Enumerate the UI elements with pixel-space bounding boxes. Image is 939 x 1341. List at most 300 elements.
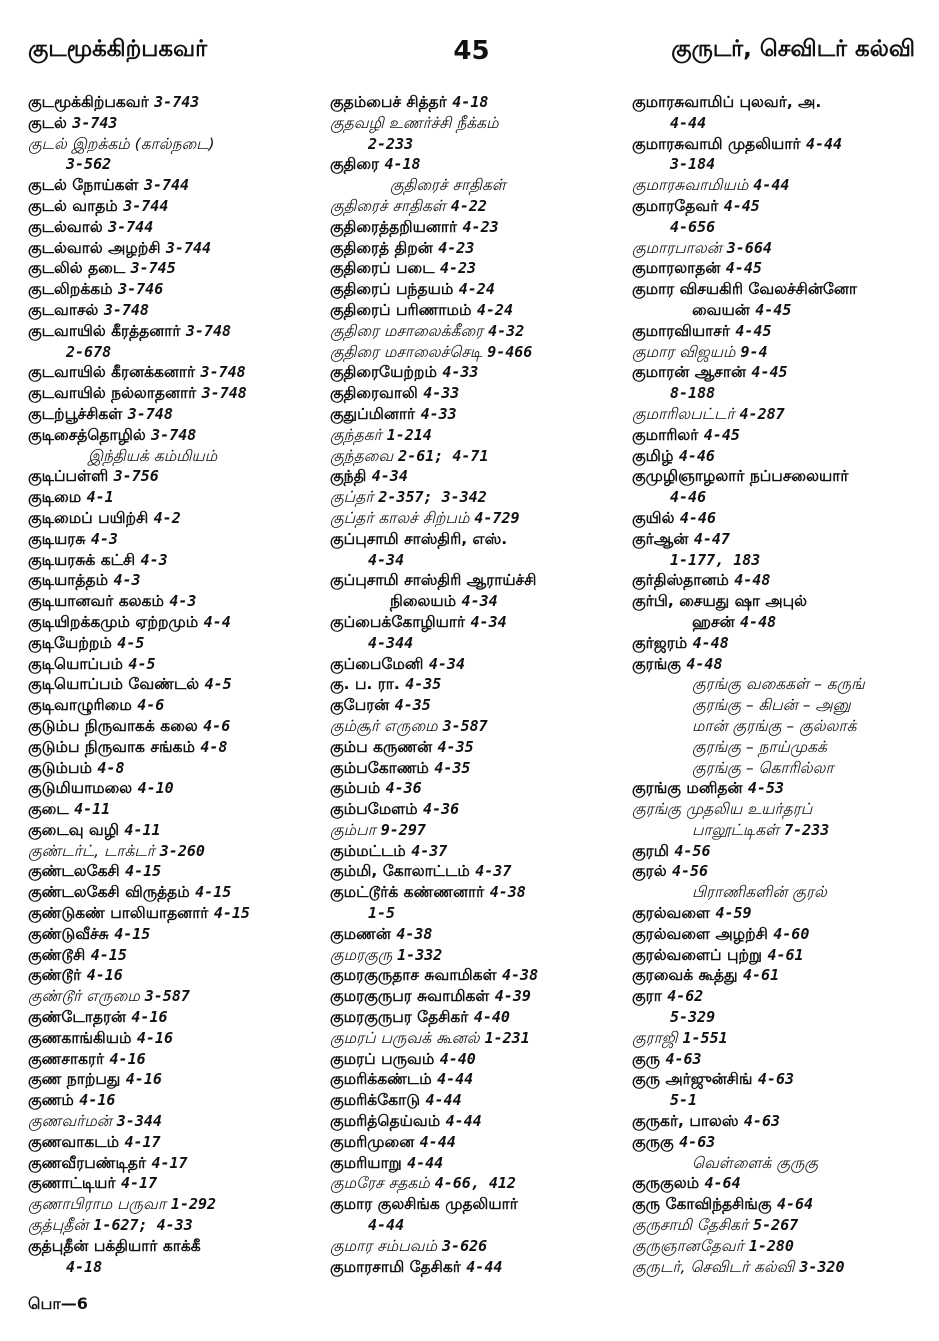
index-entry: [28, 196, 328, 217]
index-entry: [632, 1257, 922, 1278]
index-term: குமாரிலபட்டர்: [632, 404, 735, 423]
index-term: நிலையம்: [390, 592, 457, 611]
index-entry: [330, 570, 630, 591]
index-term: குடுமியாமலை: [28, 779, 133, 798]
index-term: குடும்ப நிருவாகக் கலை: [28, 716, 198, 735]
index-entry: [28, 591, 328, 612]
index-entry: [28, 903, 328, 924]
volume-page-ref: 4-56: [671, 862, 709, 881]
volume-page-ref: 4-46: [670, 488, 707, 507]
volume-page-ref: 4-33: [423, 384, 460, 403]
index-term: குதம்பைச் சித்தர்: [330, 93, 447, 111]
index-entry: [632, 383, 922, 404]
volume-page-ref: 4-62: [667, 987, 704, 1006]
index-entry: [330, 591, 630, 612]
volume-page-ref: 4-35: [394, 696, 431, 715]
index-term: குரு கோவிந்தசிங்கு: [632, 1195, 772, 1214]
index-entry: [330, 383, 630, 404]
index-entry: [632, 425, 922, 446]
volume-page-ref: 4-44: [753, 176, 790, 195]
index-term: குமாரசாமி தேசிகர்: [330, 1257, 461, 1276]
index-entry: [28, 113, 328, 134]
index-entry: [632, 965, 922, 986]
volume-page-ref: 4-344: [368, 633, 414, 652]
index-term: குர்ஜரம்: [632, 633, 688, 652]
index-entry: [28, 342, 328, 363]
index-entry: [330, 238, 630, 259]
index-term: குடியரசுக் கட்சி: [28, 550, 136, 569]
volume-page-ref: 4-35: [405, 675, 442, 694]
index-entry: [330, 799, 630, 820]
index-term: குடியிறக்கமும் ஏற்றமும்: [28, 612, 199, 631]
index-term: குடலில் தடை: [28, 259, 126, 278]
volume-page-ref: 4-48: [740, 612, 777, 631]
index-term: குருகுலம்: [632, 1174, 700, 1193]
index-term: குதிரைச் சாதிகள்: [330, 196, 446, 215]
volume-page-ref: 4-3: [90, 529, 118, 548]
volume-page-ref: 4-40: [439, 1049, 476, 1068]
volume-page-ref: 2-233: [368, 134, 414, 153]
index-entry: [632, 154, 922, 175]
index-entry: [632, 861, 922, 882]
index-entry: [28, 529, 328, 550]
index-entry: [330, 92, 630, 113]
index-entry: [632, 1194, 922, 1215]
index-entry: [632, 737, 922, 758]
volume-page-ref: 4-44: [805, 134, 843, 153]
index-term: குடும்ப நிருவாக சங்கம்: [28, 737, 195, 756]
volume-page-ref: 4-5: [128, 654, 156, 673]
index-term: ஹசன்: [692, 612, 735, 631]
index-term: குரமி: [632, 841, 669, 860]
index-entry: [330, 758, 630, 779]
index-entry: [330, 404, 630, 425]
index-entry: [330, 1007, 630, 1028]
index-entry: [28, 466, 328, 487]
index-entry: [632, 92, 922, 113]
index-entry: [632, 279, 922, 300]
index-entry: [28, 861, 328, 882]
volume-page-ref: 4-17: [124, 1132, 161, 1151]
index-term: குமார விசயகிரி வேலச்சின்னோ: [632, 280, 858, 299]
volume-page-ref: 4-34: [470, 612, 507, 631]
volume-page-ref: 4-44: [407, 1153, 444, 1172]
index-term: குணம்: [28, 1091, 74, 1110]
volume-page-ref: 4-44: [419, 1132, 456, 1151]
index-term: குர்ஆன்: [632, 529, 689, 548]
volume-page-ref: 1-214: [386, 425, 432, 444]
volume-page-ref: 1-177, 183: [670, 550, 761, 569]
volume-page-ref: 3-744: [143, 176, 190, 195]
index-entry: [632, 1111, 922, 1132]
index-term: குரு: [632, 1049, 661, 1068]
index-term: குப்புசாமி சாஸ்திரி ஆராய்ச்சி: [330, 571, 537, 590]
index-term: குடவாசல்: [28, 300, 99, 319]
index-entry: [330, 1069, 630, 1090]
volume-page-ref: 4-44: [670, 113, 707, 132]
index-term: குமரகுரு: [330, 945, 393, 964]
index-entry: [28, 986, 328, 1007]
volume-page-ref: 4-48: [686, 654, 723, 673]
index-term: குமரிக்கோடு: [330, 1091, 421, 1110]
volume-page-ref: 4-59: [715, 904, 752, 923]
index-entry: [632, 466, 922, 487]
volume-page-ref: 5-267: [753, 1216, 799, 1235]
volume-page-ref: 1-292: [170, 1195, 217, 1214]
running-head-left: குடமூக்கிற்பகவர்: [28, 36, 208, 62]
index-term: குமரப் பருவக் கூனல்: [330, 1028, 480, 1047]
index-term: குரல்: [632, 862, 667, 881]
index-entry: [632, 487, 922, 508]
index-entry: [28, 695, 328, 716]
index-entry: [632, 841, 922, 862]
index-term: குதிரைப் படை: [330, 259, 435, 278]
volume-page-ref: 4-45: [725, 259, 762, 278]
volume-page-ref: 4-34: [371, 467, 408, 486]
index-entry: [28, 612, 328, 633]
volume-page-ref: 4-48: [692, 633, 729, 652]
index-term: குரல்வளைப் புற்று: [632, 945, 763, 964]
volume-page-ref: 3-743: [154, 93, 200, 111]
index-term: குதவழி உணர்ச்சி நீக்கம்: [330, 113, 499, 132]
index-entry: [28, 446, 328, 467]
index-entry: [28, 425, 328, 446]
index-entry: [28, 716, 328, 737]
index-term: குடமூக்கிற்பகவர்: [28, 93, 149, 111]
volume-page-ref: 4-33: [420, 404, 457, 423]
index-entry: [28, 508, 328, 529]
signature-mark: பொ—6: [28, 1294, 88, 1313]
index-entry: [330, 924, 630, 945]
index-term: குடியொப்பம் வேண்டல்: [28, 675, 200, 694]
index-entry: [632, 591, 922, 612]
index-term: குடைவு வழி: [28, 820, 120, 839]
volume-page-ref: 4-37: [411, 841, 448, 860]
index-entry: [330, 654, 630, 675]
volume-page-ref: 4-15: [195, 883, 232, 902]
index-term: குணசாகரர்: [28, 1049, 105, 1068]
index-term: குமிழ்: [632, 446, 674, 465]
volume-page-ref: 4-33: [442, 363, 479, 382]
index-term: குமாரபாலன்: [632, 238, 722, 257]
index-term: குரா: [632, 987, 662, 1006]
volume-page-ref: 2-678: [66, 342, 112, 361]
index-term: குப்தர் காலச் சிற்பம்: [330, 508, 470, 527]
index-entry: [330, 633, 630, 654]
index-entry: [28, 945, 328, 966]
index-entry: [330, 466, 630, 487]
index-entry: [28, 383, 328, 404]
index-term: குணவாகடம்: [28, 1132, 120, 1151]
index-entry: [632, 1132, 922, 1153]
index-entry: [632, 820, 922, 841]
index-entry: [330, 674, 630, 695]
volume-page-ref: 1-231: [484, 1028, 530, 1047]
index-entry: [330, 841, 630, 862]
index-term: குப்பைமேனி: [330, 654, 424, 673]
index-entry: [28, 924, 328, 945]
volume-page-ref: 4-17: [151, 1153, 188, 1172]
index-entry: [632, 674, 922, 695]
index-term: குடிப்பள்ளி: [28, 467, 109, 486]
index-entry: [330, 1153, 630, 1174]
index-term: குமாரலாதன்: [632, 259, 721, 278]
volume-page-ref: 3-748: [185, 321, 232, 340]
index-term: குடியாத்தம்: [28, 571, 109, 590]
volume-page-ref: 4-729: [474, 508, 520, 527]
index-entry: [632, 945, 922, 966]
index-term: குரங்கு – கிபன் – அனு: [692, 696, 851, 715]
index-entry: [330, 279, 630, 300]
index-entry: [330, 1111, 630, 1132]
index-entry: [632, 321, 922, 342]
volume-page-ref: 3-748: [103, 300, 149, 319]
volume-page-ref: 4-46: [679, 508, 716, 527]
volume-page-ref: 4-1: [86, 488, 114, 507]
index-entry: [28, 1215, 328, 1236]
volume-page-ref: 4-15: [114, 924, 151, 943]
index-term: குடிசைத்தொழில்: [28, 425, 146, 444]
volume-page-ref: 1-627; 4-33: [93, 1216, 193, 1235]
index-term: கும்பமேளம்: [330, 800, 418, 819]
index-entry: [330, 508, 630, 529]
index-term: குண்டூர்: [28, 966, 82, 985]
volume-page-ref: 4-16: [79, 1091, 116, 1110]
volume-page-ref: 4-18: [452, 93, 489, 111]
volume-page-ref: 4-11: [124, 820, 161, 839]
volume-page-ref: 3-756: [113, 467, 159, 486]
volume-page-ref: 4-17: [120, 1174, 158, 1193]
volume-page-ref: 4-63: [665, 1049, 702, 1068]
volume-page-ref: 4-39: [494, 987, 531, 1006]
volume-page-ref: 3-746: [118, 280, 164, 299]
index-term: வெள்ளைக் குருகு: [692, 1153, 819, 1172]
volume-page-ref: 4-6: [137, 696, 165, 715]
index-entry: [28, 1173, 328, 1194]
index-term: குமரப் பருவம்: [330, 1049, 435, 1068]
index-term: குமாரசுவாமிப் புலவர், அ.: [632, 93, 822, 111]
index-term: குடல்வால்: [28, 217, 103, 236]
index-entry: [632, 362, 922, 383]
index-entry: [330, 134, 630, 155]
index-entry: [330, 425, 630, 446]
index-entry: [632, 1049, 922, 1070]
index-term: குண்டோதரன்: [28, 1008, 126, 1027]
volume-page-ref: 4-56: [674, 841, 711, 860]
index-term: குடிமைப் பயிற்சி: [28, 508, 149, 527]
index-term: குரங்கு – கொரில்லா: [692, 758, 834, 777]
index-term: குரங்கு வகைகள் – கருங்: [692, 675, 865, 694]
index-term: குந்தி: [330, 467, 367, 486]
index-entry: [330, 113, 630, 134]
index-entry: [28, 217, 328, 238]
volume-page-ref: 4-36: [385, 779, 422, 798]
index-term: குண்டர்ட், டாக்டர்: [28, 841, 155, 860]
index-term: குமரகுருதாச சுவாமிகள்: [330, 966, 497, 985]
volume-page-ref: 3-260: [159, 841, 205, 860]
index-term: குருஞானதேவர்: [632, 1236, 744, 1255]
index-entry: [632, 550, 922, 571]
index-entry: [28, 134, 328, 155]
volume-page-ref: 4-61: [743, 966, 780, 985]
volume-page-ref: 4-64: [704, 1174, 741, 1193]
volume-page-ref: 4-23: [438, 238, 475, 257]
index-entry: [632, 300, 922, 321]
volume-page-ref: 4-64: [776, 1195, 814, 1214]
volume-page-ref: 4-5: [204, 675, 232, 694]
volume-page-ref: 3-748: [151, 425, 197, 444]
index-term: குணாட்டியர்: [28, 1174, 116, 1193]
volume-page-ref: 3-587: [144, 987, 190, 1006]
index-entry: [28, 1194, 328, 1215]
index-term: குண்டுவீச்சு: [28, 924, 109, 943]
index-term: வையன்: [692, 300, 750, 319]
volume-page-ref: 4-34: [461, 592, 498, 611]
volume-page-ref: 4-45: [751, 363, 788, 382]
index-entry: [28, 965, 328, 986]
index-term: குரங்கு மனிதன்: [632, 779, 743, 798]
volume-page-ref: 4-45: [755, 300, 792, 319]
index-term: குதிரை மசாலைச்செடி: [330, 342, 483, 361]
volume-page-ref: 4-8: [200, 737, 228, 756]
index-term: கும்சூர் எருமை: [330, 716, 438, 735]
index-column-1: [28, 92, 328, 1277]
index-entry: [632, 258, 922, 279]
index-term: குர்திஸ்தானம்: [632, 571, 729, 590]
index-entry: [632, 217, 922, 238]
index-entry: [28, 1007, 328, 1028]
index-term: இந்தியக் கம்மியம்: [88, 446, 218, 465]
volume-page-ref: 4-10: [137, 779, 174, 798]
volume-page-ref: 4-5: [117, 633, 145, 652]
index-entry: [632, 342, 922, 363]
index-entry: [330, 716, 630, 737]
index-entry: [632, 882, 922, 903]
volume-page-ref: 4-16: [136, 1028, 173, 1047]
index-term: குமரிமுனை: [330, 1132, 415, 1151]
index-term: குமரகுருபர சுவாமிகள்: [330, 987, 490, 1006]
volume-page-ref: 3-743: [72, 113, 118, 132]
volume-page-ref: 4-38: [489, 883, 526, 902]
index-term: குதிரையேற்றம்: [330, 363, 437, 382]
volume-page-ref: 4-11: [74, 800, 111, 819]
volume-page-ref: 4-38: [396, 924, 433, 943]
index-term: குடும்பம்: [28, 758, 92, 777]
index-entry: [330, 1194, 630, 1215]
index-entry: [330, 695, 630, 716]
index-entry: [28, 238, 328, 259]
index-term: குதிரை மசாலைக்கீரை: [330, 321, 484, 340]
index-term: குடற்பூச்சிகள்: [28, 404, 123, 423]
index-entry: [330, 1236, 630, 1257]
index-entry: [330, 1215, 630, 1236]
index-term: குண்டுகண் பாலியாதனார்: [28, 904, 209, 923]
index-term: பிராணிகளின் குரல்: [692, 883, 827, 902]
index-entry: [632, 1173, 922, 1194]
volume-page-ref: 4-16: [131, 1008, 168, 1027]
index-term: குமட்டூர்க் கண்ணனார்: [330, 883, 485, 902]
index-term: குடல் வாதம்: [28, 196, 118, 215]
index-entry: [632, 508, 922, 529]
index-term: குமார சம்பவம்: [330, 1236, 438, 1255]
index-entry: [28, 404, 328, 425]
volume-page-ref: 4-63: [743, 1112, 781, 1131]
volume-page-ref: 4-22: [450, 196, 487, 215]
index-term: குடை: [28, 800, 69, 819]
index-term: குமாரதேவர்: [632, 196, 719, 215]
index-term: குதிரைவாலி: [330, 384, 418, 403]
index-term: குதிரைச் சாதிகள்: [390, 176, 506, 195]
index-entry: [330, 1028, 630, 1049]
volume-page-ref: 4-34: [428, 654, 465, 673]
index-entry: [28, 300, 328, 321]
volume-page-ref: 4-16: [125, 1070, 162, 1089]
volume-page-ref: 9-466: [487, 342, 533, 361]
index-term: குமார விஜயம்: [632, 342, 736, 361]
index-entry: [330, 487, 630, 508]
index-term: குண்டலகேசி: [28, 862, 120, 881]
index-term: குத்புதீன்: [28, 1216, 89, 1235]
index-term: குரல்வளை: [632, 904, 711, 923]
volume-page-ref: 4-16: [86, 966, 123, 985]
volume-page-ref: 4-34: [368, 550, 405, 569]
index-entry: [28, 154, 328, 175]
index-term: குயில்: [632, 508, 675, 527]
volume-page-ref: 8-188: [670, 384, 716, 403]
index-term: குடவாயில் நல்லாதனார்: [28, 384, 197, 403]
index-term: குருடர், செவிடர் கல்வி: [632, 1257, 795, 1276]
index-entry: [632, 1153, 922, 1174]
index-entry: [632, 612, 922, 633]
index-entry: [632, 570, 922, 591]
index-term: குடல்வால் அழற்சி: [28, 238, 161, 257]
volume-page-ref: 3-184: [670, 155, 716, 174]
index-entry: [632, 1069, 922, 1090]
index-term: குடியானவர் கலகம்: [28, 592, 164, 611]
volume-page-ref: 4-15: [125, 862, 162, 881]
index-term: குதுப்மினார்: [330, 404, 416, 423]
volume-page-ref: 3-344: [116, 1112, 162, 1131]
volume-page-ref: 4-2: [153, 508, 181, 527]
index-entry: [330, 945, 630, 966]
index-entry: [28, 882, 328, 903]
index-entry: [28, 258, 328, 279]
index-term: குண்டூசி: [28, 945, 86, 964]
index-entry: [632, 446, 922, 467]
index-term: குருசாமி தேசிகர்: [632, 1216, 749, 1235]
index-term: குமாரன் ஆசான்: [632, 363, 747, 382]
volume-page-ref: 3-748: [200, 363, 246, 382]
index-term: குருகு: [632, 1132, 674, 1151]
index-entry: [330, 217, 630, 238]
volume-page-ref: 5-1: [670, 1091, 698, 1110]
index-term: குணாபிராம பருவா: [28, 1195, 166, 1214]
index-entry: [28, 92, 328, 113]
volume-page-ref: 4-18: [384, 155, 421, 174]
index-entry: [28, 1090, 328, 1111]
volume-page-ref: 4-63: [679, 1132, 716, 1151]
index-entry: [330, 300, 630, 321]
index-entry: [28, 778, 328, 799]
volume-page-ref: 4-656: [670, 217, 716, 236]
index-entry: [330, 861, 630, 882]
volume-page-ref: 4-45: [735, 321, 772, 340]
index-entry: [632, 134, 922, 155]
index-entry: [330, 737, 630, 758]
index-entry: [28, 737, 328, 758]
index-entry: [330, 258, 630, 279]
index-entry: [330, 1090, 630, 1111]
